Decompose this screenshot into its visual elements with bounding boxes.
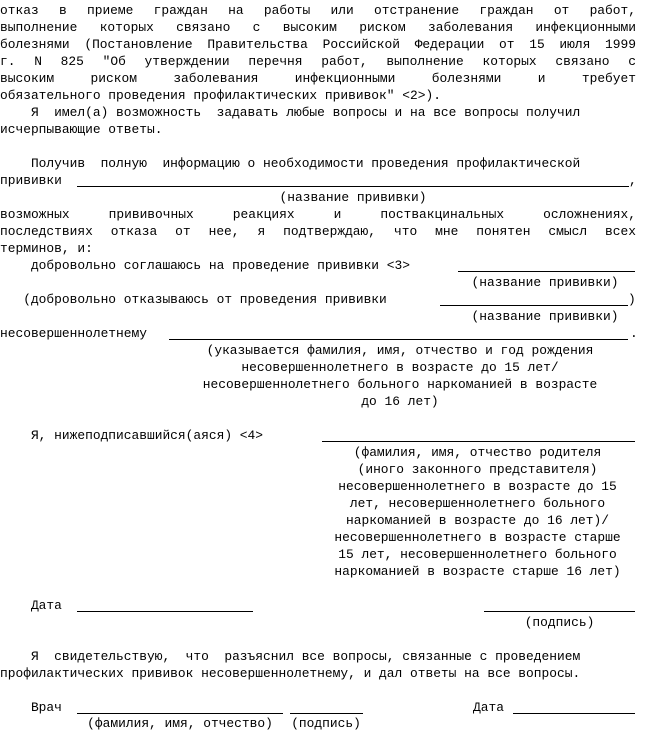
reactions-line-1: возможных прививочных реакциях и поствакцинальных осложнениях, [0,207,636,222]
doctor-signature-field[interactable] [290,713,363,714]
refuse-text: (добровольно отказываюсь от проведения прививки [0,292,387,307]
intro-line-6: обязательного проведения профилактических прививок" <2>). [0,88,441,103]
parent-caption-line-1: (фамилия, имя, отчество родителя [353,445,602,460]
witness-line-1: Я свидетельствую, что разъяснил все вопросы, связанные с проведением [0,649,581,664]
parent-caption-line-3: несовершеннолетнего в возрасте до 15 [338,479,617,494]
consent-vaccine-caption: (название прививки) [471,275,619,290]
doctor-name-field[interactable] [77,713,283,714]
minor-caption-line-3: несовершеннолетнего больного наркоманией в возрасте [202,377,598,392]
vaccine-name-field[interactable] [77,186,629,187]
minor-name-field[interactable] [169,339,628,340]
refuse-vaccine-caption: (название прививки) [471,309,619,324]
minor-caption-line-2: несовершеннолетнего в возрасте до 15 лет/ [241,360,559,375]
parent-caption-line-8: наркоманией в возрасте старше 16 лет) [334,564,621,579]
intro-line-3: болезнями (Постановление Правительства Российской Федерации от 15 июля 1999 [0,37,636,52]
undersigned-label: Я, нижеподписавшийся(аяся) <4> [0,428,264,443]
parent-caption-line-4: лет, несовершеннолетнего больного [349,496,606,511]
intro-line-4: г. N 825 "Об утверждении перечня работ, выполнение которых связано с [0,54,636,69]
date-label: Дата [0,598,62,613]
minor-label: несовершеннолетнему [0,326,147,341]
witness-line-2: профилактических прививок несовершеннолетнему, и дал ответы на все вопросы. [0,666,581,681]
minor-period: . [630,326,638,341]
minor-caption-line-4: до 16 лет) [361,394,439,409]
signature-field[interactable] [484,611,635,612]
parent-caption-line-5: наркоманией в возрасте до 16 лет)/ [345,513,609,528]
doctor-label: Врач [0,700,62,715]
refuse-close-paren: ) [628,292,636,307]
vaccine-comma: , [629,173,637,188]
refuse-vaccine-field[interactable] [440,305,628,306]
intro-line-1: отказ в приеме граждан на работы или отстранение граждан от работ, [0,3,636,18]
questions-line-1: Я имел(а) возможность задавать любые вопросы и на все вопросы получил [0,105,581,120]
doctor-date-field[interactable] [513,713,635,714]
consent-text: добровольно соглашаюсь на проведение прививки <3> [0,258,410,273]
vaccine-name-caption: (название прививки) [279,190,427,205]
parent-caption-line-6: несовершеннолетнего в возрасте старше [334,530,621,545]
questions-line-2: исчерпывающие ответы. [0,122,163,137]
parent-name-field[interactable] [322,441,635,442]
doctor-signature-caption: (подпись) [291,716,361,731]
parent-caption-line-2: (иного законного представителя) [357,462,598,477]
reactions-line-2: последствиях отказа от нее, я подтверждаю, что мне понятен смысл всех [0,224,636,239]
info-line-1: Получив полную информацию о необходимости проведения профилактической [0,156,581,171]
consent-vaccine-field[interactable] [458,271,635,272]
parent-caption-line-7: 15 лет, несовершеннолетнего больного [338,547,617,562]
signature-caption: (подпись) [524,615,595,630]
doctor-date-label: Дата [473,700,504,715]
intro-line-2: выполнение которых связано с высоким риском заболевания инфекционными [0,20,636,35]
minor-caption-line-1: (указывается фамилия, имя, отчество и год рождения [206,343,594,358]
doctor-name-caption: (фамилия, имя, отчество) [87,716,273,731]
intro-line-5: высоким риском заболевания инфекционными болезнями и требует [0,71,636,86]
vaccine-label: прививки [0,173,62,188]
date-field[interactable] [77,611,253,612]
reactions-line-3: терминов, и: [0,241,93,256]
